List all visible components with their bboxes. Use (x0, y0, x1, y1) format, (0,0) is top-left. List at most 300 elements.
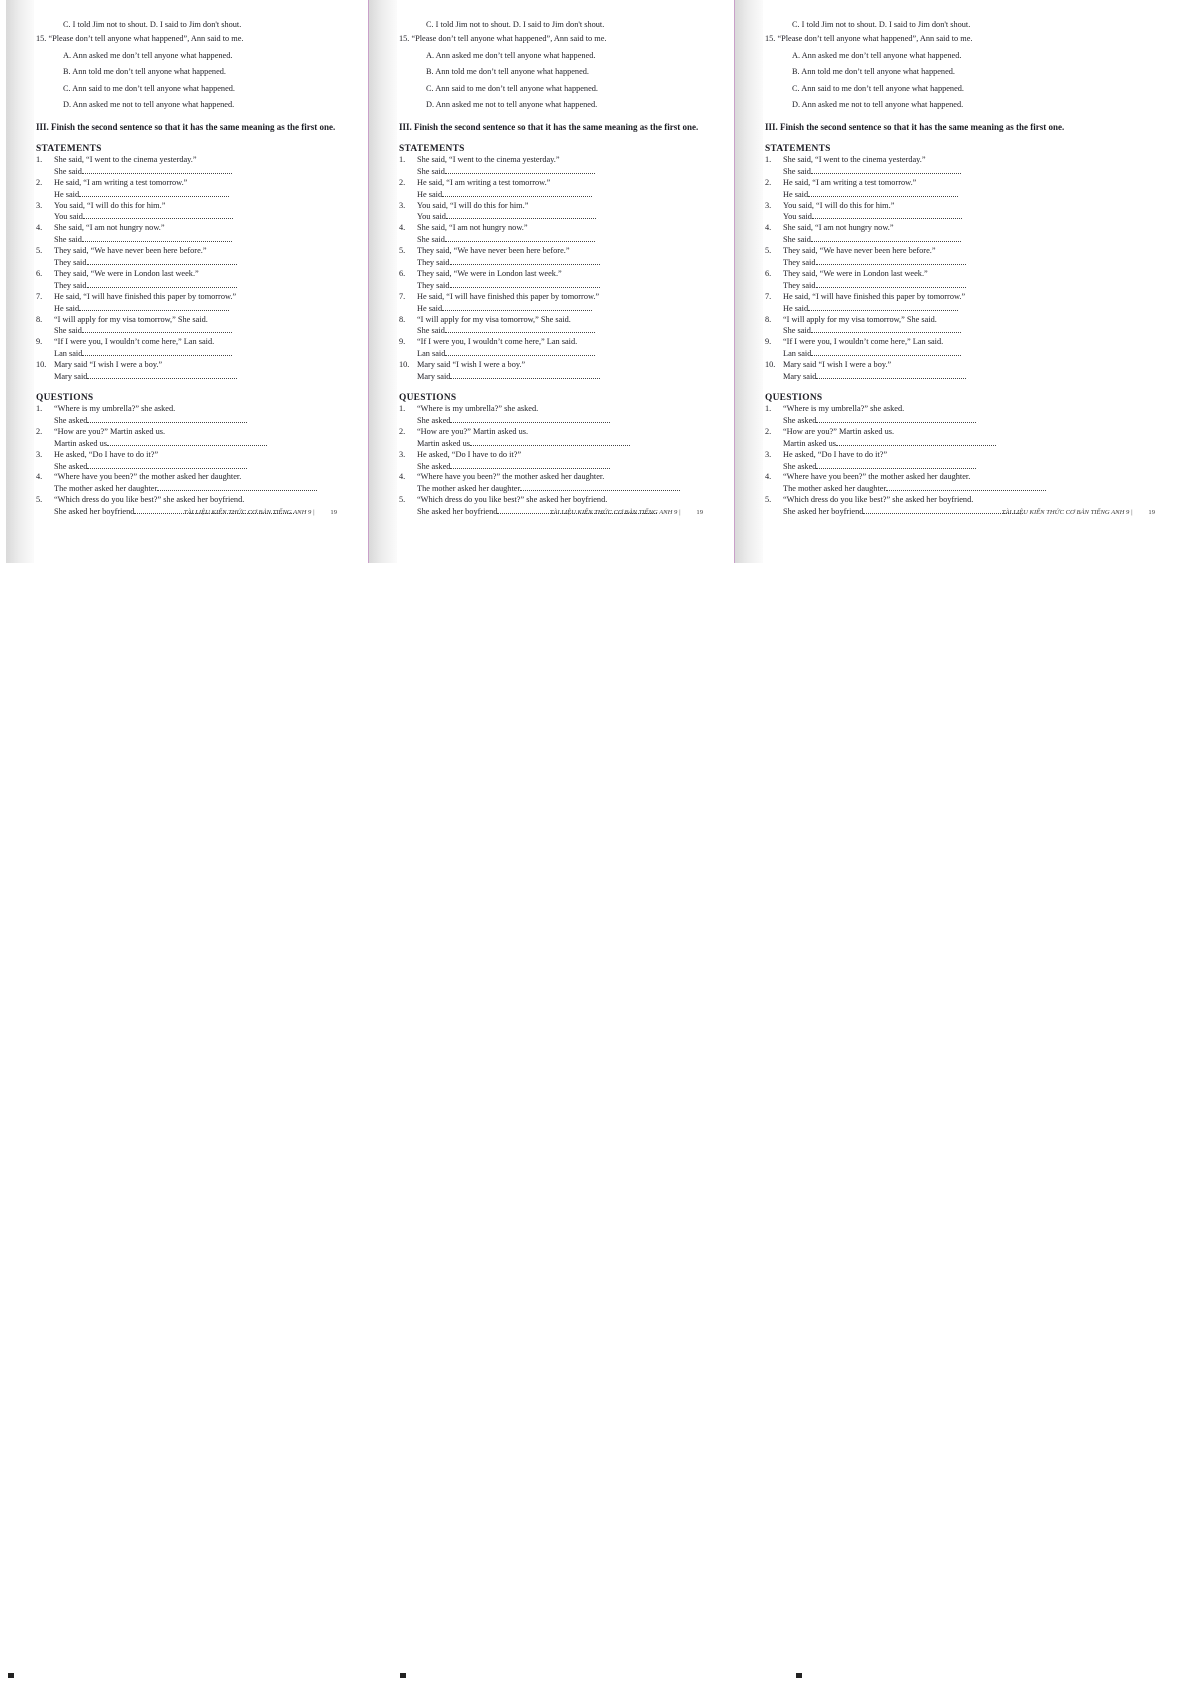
page-number: 19 (1148, 509, 1155, 516)
answer-line (36, 166, 361, 178)
statement-prompt (399, 292, 727, 303)
item-number: 1. (36, 154, 43, 164)
q15-stem: 15. “Please don’t tell anyone what happened”, Ann said to me. (399, 33, 607, 43)
statement-prompt (36, 315, 361, 326)
item-text: Mary said “I wish I were a boy.” (417, 360, 526, 370)
item-text: She said, “I am not hungry now.” (54, 223, 165, 233)
q15-option-b: B. Ann told me don’t tell anyone what happened. (792, 67, 955, 77)
answer-line (765, 234, 1179, 246)
answer-blank[interactable] (811, 348, 961, 356)
answer-lead: They said (54, 258, 87, 268)
answer-line (36, 415, 361, 427)
item-text: “Where is my umbrella?” she asked. (783, 404, 905, 413)
answer-lead: He said (783, 189, 809, 199)
q15-option-c: C. Ann said to me don’t tell anyone what happened. (792, 83, 964, 93)
section-3-title: III. Finish the second sentence so that it has the same meaning as the first one. (399, 121, 699, 132)
statement-prompt (399, 337, 727, 348)
answer-lead: She asked (54, 415, 88, 425)
answer-lead: She said (417, 166, 445, 176)
q15-option-b: B. Ann told me don’t tell anyone what happened. (63, 67, 226, 77)
answer-blank[interactable] (836, 438, 996, 446)
item-text: Mary said “I wish I were a boy.” (783, 360, 892, 370)
answer-blank[interactable] (470, 438, 630, 446)
section-3-title: III. Finish the second sentence so that it has the same meaning as the first one. (36, 121, 336, 132)
q14-options-cd: C. I told Jim not to shout. D. I said to Jim don't shout. (426, 20, 605, 29)
question-prompt (765, 472, 1179, 483)
question-prompt (399, 495, 727, 506)
item-text: “Which dress do you like best?” she asked her boyfriend. (417, 495, 608, 505)
item-text: “Where is my umbrella?” she asked. (54, 404, 176, 413)
question-prompt (765, 450, 1179, 461)
item-number: 7. (399, 291, 406, 301)
page-footer (184, 509, 337, 516)
answer-lead: She asked (417, 415, 451, 425)
item-text: “If I were you, I wouldn’t come here,” Lan said. (783, 337, 944, 347)
item-text: “Where have you been?” the mother asked her daughter. (783, 472, 971, 482)
answer-blank[interactable] (442, 303, 592, 311)
footer-title: TÀI LIỆU KIẾN THỨC CƠ BẢN TIẾNG ANH 9 | (183, 509, 315, 516)
item-number: 4. (765, 472, 772, 482)
item-number: 8. (399, 314, 406, 324)
answer-blank[interactable] (450, 461, 610, 469)
item-text: She said, “I went to the cinema yesterday.” (54, 154, 197, 164)
page-strip (0, 0, 1191, 563)
answer-blank[interactable] (808, 189, 958, 197)
answer-blank[interactable] (445, 348, 595, 356)
item-text: “Where is my umbrella?” she asked. (417, 404, 539, 413)
item-number: 1. (36, 404, 43, 413)
item-text: “I will apply for my visa tomorrow,” She said. (417, 314, 571, 324)
answer-lead: The mother asked her daughter (417, 484, 521, 494)
question-prompt (399, 450, 727, 461)
answer-lead: He said (417, 189, 443, 199)
answer-line (36, 211, 361, 223)
statement-prompt (36, 337, 361, 348)
answer-lead: She said (54, 235, 82, 245)
crop-mark (796, 1673, 802, 1678)
item-number: 5. (399, 495, 406, 505)
item-text: “Where have you been?” the mother asked her daughter. (417, 472, 605, 482)
item-text: “If I were you, I wouldn’t come here,” Lan said. (417, 337, 578, 347)
page-copy-1 (6, 0, 367, 563)
page-number: 19 (330, 509, 337, 516)
answer-line (36, 325, 361, 337)
item-number: 8. (36, 314, 43, 324)
statement-prompt (36, 155, 361, 166)
question-prompt (399, 472, 727, 483)
statement-prompt (399, 360, 727, 371)
question-prompt (36, 404, 361, 415)
item-number: 10. (36, 360, 47, 370)
statement-prompt (765, 337, 1179, 348)
item-text: She said, “I am not hungry now.” (783, 223, 894, 233)
statement-prompt (399, 269, 727, 280)
answer-blank[interactable] (816, 461, 976, 469)
item-number: 2. (36, 426, 43, 436)
answer-lead: Mary said (417, 372, 451, 382)
item-text: “If I were you, I wouldn’t come here,” Lan said. (54, 337, 215, 347)
answer-lead: He said (417, 303, 443, 313)
answer-blank[interactable] (82, 166, 232, 174)
answer-line (399, 234, 727, 246)
answer-line (399, 303, 727, 315)
statement-prompt (399, 178, 727, 189)
answer-blank[interactable] (87, 415, 247, 423)
statement-prompt (399, 155, 727, 166)
answer-lead: She said (783, 326, 811, 336)
answer-line (399, 280, 727, 292)
item-text: He said, “I am writing a test tomorrow.” (783, 177, 917, 187)
answer-line (399, 438, 727, 450)
answer-lead: They said (417, 258, 450, 268)
item-text: Mary said “I wish I were a boy.” (54, 360, 163, 370)
question-prompt (399, 404, 727, 415)
statement-prompt (399, 223, 727, 234)
item-text: “How are you?” Martin asked us. (417, 426, 529, 436)
statement-prompt (765, 269, 1179, 280)
item-number: 7. (36, 291, 43, 301)
item-text: He asked, “Do I have to do it?” (783, 449, 888, 459)
q15-option-b: B. Ann told me don’t tell anyone what happened. (426, 67, 589, 77)
answer-line (765, 483, 1179, 495)
answer-blank[interactable] (157, 483, 317, 491)
q15-option-c: C. Ann said to me don’t tell anyone what happened. (63, 83, 235, 93)
item-number: 5. (36, 495, 43, 505)
item-number: 4. (399, 472, 406, 482)
item-text: “I will apply for my visa tomorrow,” She said. (783, 314, 937, 324)
answer-blank[interactable] (886, 483, 1046, 491)
answer-line (765, 257, 1179, 269)
answer-blank[interactable] (816, 371, 966, 379)
q15-option-d: D. Ann asked me not to tell anyone what happened. (426, 100, 598, 110)
item-number: 2. (36, 177, 43, 187)
item-number: 3. (36, 449, 43, 459)
item-text: He said, “I will have finished this paper by tomorrow.” (417, 291, 600, 301)
item-number: 6. (36, 268, 43, 278)
statement-prompt (399, 246, 727, 257)
page-content (765, 20, 1179, 518)
answer-line (36, 461, 361, 473)
item-number: 5. (36, 246, 43, 256)
answer-lead: They said (417, 280, 450, 290)
statement-prompt (36, 246, 361, 257)
answer-line (399, 211, 727, 223)
answer-lead: He said (783, 303, 809, 313)
item-text: They said, “We have never been here before.” (783, 246, 936, 256)
q15-option-c: C. Ann said to me don’t tell anyone what happened. (426, 83, 598, 93)
questions-list (36, 404, 361, 518)
item-number: 7. (765, 291, 772, 301)
item-number: 3. (36, 200, 43, 210)
item-text: They said, “We have never been here before.” (54, 246, 207, 256)
statement-prompt (36, 292, 361, 303)
item-text: They said, “We were in London last week.” (54, 268, 199, 278)
answer-blank[interactable] (816, 415, 976, 423)
answer-lead: She said (417, 326, 445, 336)
item-number: 9. (765, 337, 772, 347)
question-prompt (36, 495, 361, 506)
page-footer (550, 509, 703, 516)
answer-line (765, 303, 1179, 315)
statements-list (399, 155, 727, 383)
statement-prompt (765, 315, 1179, 326)
answer-lead: Lan said (417, 349, 446, 359)
answer-lead: They said (783, 280, 816, 290)
item-number: 6. (399, 268, 406, 278)
answer-line (765, 189, 1179, 201)
answer-blank[interactable] (816, 257, 966, 265)
footer-title: TÀI LIỆU KIẾN THỨC CƠ BẢN TIẾNG ANH 9 | (1001, 509, 1133, 516)
answer-line (765, 438, 1179, 450)
answer-lead: She said (417, 235, 445, 245)
answer-line (399, 415, 727, 427)
answer-blank[interactable] (450, 257, 600, 265)
item-number: 3. (399, 200, 406, 210)
statement-prompt (765, 360, 1179, 371)
answer-line (399, 348, 727, 360)
answer-blank[interactable] (816, 280, 966, 288)
item-number: 5. (765, 495, 772, 505)
answer-lead: He said (54, 303, 80, 313)
item-text: She said, “I am not hungry now.” (417, 223, 528, 233)
item-text: He asked, “Do I have to do it?” (417, 449, 522, 459)
answer-lead: She asked her boyfriend (783, 507, 864, 517)
statement-prompt (765, 292, 1179, 303)
answer-line (765, 211, 1179, 223)
binding-shadow (6, 0, 34, 563)
item-number: 4. (36, 472, 43, 482)
answer-lead: You said (783, 212, 812, 222)
answer-blank[interactable] (87, 257, 237, 265)
answer-blank[interactable] (450, 371, 600, 379)
answer-lead: They said (54, 280, 87, 290)
item-number: 9. (399, 337, 406, 347)
answer-lead: Lan said (54, 349, 83, 359)
answer-line (36, 280, 361, 292)
page-footer (1002, 509, 1155, 516)
answer-line (399, 189, 727, 201)
item-number: 3. (399, 449, 406, 459)
page-copy-3 (735, 0, 1185, 563)
item-text: You said, “I will do this for him.” (783, 200, 895, 210)
statements-heading: STATEMENTS (36, 143, 102, 154)
q15-option-a: A. Ann asked me don’t tell anyone what happened. (63, 50, 233, 60)
answer-line (36, 348, 361, 360)
item-number: 1. (399, 404, 406, 413)
answer-lead: Martin asked us (417, 438, 470, 448)
questions-list (765, 404, 1179, 518)
question-prompt (36, 472, 361, 483)
answer-blank[interactable] (450, 280, 600, 288)
answer-line (36, 303, 361, 315)
statement-prompt (399, 315, 727, 326)
item-number: 10. (399, 360, 410, 370)
item-text: They said, “We were in London last week.” (417, 268, 562, 278)
answer-blank[interactable] (107, 438, 267, 446)
item-number: 3. (765, 200, 772, 210)
questions-heading: QUESTIONS (399, 393, 457, 403)
item-text: “How are you?” Martin asked us. (783, 426, 895, 436)
binding-shadow (735, 0, 763, 563)
item-number: 6. (765, 268, 772, 278)
answer-blank[interactable] (445, 325, 595, 333)
answer-blank[interactable] (87, 371, 237, 379)
item-text: He said, “I am writing a test tomorrow.” (417, 177, 551, 187)
answer-blank[interactable] (811, 234, 961, 242)
answer-blank[interactable] (520, 483, 680, 491)
answer-lead: Lan said (783, 349, 812, 359)
answer-line (36, 189, 361, 201)
item-number: 3. (765, 449, 772, 459)
statement-prompt (399, 201, 727, 212)
answer-lead: You said (54, 212, 83, 222)
answer-line (765, 461, 1179, 473)
item-number: 4. (765, 223, 772, 233)
q15-option-a: A. Ann asked me don’t tell anyone what happened. (426, 50, 596, 60)
questions-list (399, 404, 727, 518)
question-prompt (36, 450, 361, 461)
item-text: You said, “I will do this for him.” (54, 200, 166, 210)
question-prompt (765, 404, 1179, 415)
answer-blank[interactable] (812, 211, 962, 219)
answer-blank[interactable] (82, 234, 232, 242)
item-text: She said, “I went to the cinema yesterday.” (783, 154, 926, 164)
answer-line (765, 166, 1179, 178)
questions-heading: QUESTIONS (36, 393, 94, 403)
answer-lead: She asked her boyfriend (417, 507, 498, 517)
answer-blank[interactable] (82, 325, 232, 333)
answer-blank[interactable] (445, 234, 595, 242)
answer-line (765, 415, 1179, 427)
page-copy-2 (369, 0, 733, 563)
item-number: 8. (765, 314, 772, 324)
item-number: 2. (765, 177, 772, 187)
item-number: 10. (765, 360, 776, 370)
answer-blank[interactable] (442, 189, 592, 197)
q15-option-a: A. Ann asked me don’t tell anyone what happened. (792, 50, 962, 60)
answer-blank[interactable] (79, 303, 229, 311)
statement-prompt (36, 269, 361, 280)
q15-stem: 15. “Please don’t tell anyone what happened”, Ann said to me. (36, 33, 244, 43)
item-text: She said, “I went to the cinema yesterday.” (417, 154, 560, 164)
answer-blank[interactable] (811, 166, 961, 174)
binding-shadow (369, 0, 397, 563)
answer-line (399, 371, 727, 383)
answer-lead: You said (417, 212, 446, 222)
item-number: 1. (399, 154, 406, 164)
answer-lead: The mother asked her daughter (54, 484, 158, 494)
answer-line (399, 483, 727, 495)
answer-lead: She asked (783, 461, 817, 471)
statements-list (36, 155, 361, 383)
statement-prompt (36, 201, 361, 212)
answer-lead: She said (783, 235, 811, 245)
answer-line (765, 348, 1179, 360)
item-number: 2. (399, 177, 406, 187)
item-text: You said, “I will do this for him.” (417, 200, 529, 210)
crop-mark (400, 1673, 406, 1678)
answer-line (399, 325, 727, 337)
answer-blank[interactable] (83, 211, 233, 219)
answer-lead: The mother asked her daughter (783, 484, 887, 494)
item-text: He said, “I will have finished this paper by tomorrow.” (783, 291, 966, 301)
answer-blank[interactable] (863, 506, 1023, 514)
answer-lead: She said (54, 166, 82, 176)
q14-options-cd: C. I told Jim not to shout. D. I said to Jim don't shout. (792, 20, 971, 29)
page-content (36, 20, 361, 518)
answer-blank[interactable] (450, 415, 610, 423)
item-text: “Which dress do you like best?” she asked her boyfriend. (783, 495, 974, 505)
answer-line (36, 438, 361, 450)
answer-lead: Mary said (783, 372, 817, 382)
statements-heading: STATEMENTS (399, 143, 465, 154)
q15-option-d: D. Ann asked me not to tell anyone what happened. (63, 100, 235, 110)
item-text: He said, “I will have finished this paper by tomorrow.” (54, 291, 237, 301)
answer-blank[interactable] (446, 211, 596, 219)
question-prompt (399, 427, 727, 438)
answer-blank[interactable] (87, 280, 237, 288)
answer-lead: She asked (417, 461, 451, 471)
crop-mark (8, 1673, 14, 1678)
answer-lead: Martin asked us (54, 438, 107, 448)
item-text: “How are you?” Martin asked us. (54, 426, 166, 436)
statement-prompt (36, 223, 361, 234)
questions-heading: QUESTIONS (765, 393, 823, 403)
statement-prompt (36, 360, 361, 371)
item-number: 1. (765, 404, 772, 413)
question-prompt (765, 495, 1179, 506)
answer-blank[interactable] (808, 303, 958, 311)
question-prompt (36, 427, 361, 438)
item-text: They said, “We have never been here before.” (417, 246, 570, 256)
item-text: They said, “We were in London last week.” (783, 268, 928, 278)
answer-lead: Mary said (54, 372, 88, 382)
answer-blank[interactable] (87, 461, 247, 469)
answer-lead: They said (783, 258, 816, 268)
answer-line (399, 166, 727, 178)
section-3-title: III. Finish the second sentence so that it has the same meaning as the first one. (765, 121, 1065, 132)
answer-lead: She asked her boyfriend (54, 507, 135, 517)
answer-lead: She said (54, 326, 82, 336)
answer-blank[interactable] (82, 348, 232, 356)
answer-line (36, 234, 361, 246)
item-text: He said, “I am writing a test tomorrow.” (54, 177, 188, 187)
answer-lead: She asked (783, 415, 817, 425)
item-text: “Where have you been?” the mother asked her daughter. (54, 472, 242, 482)
answer-lead: She asked (54, 461, 88, 471)
page-number: 19 (696, 509, 703, 516)
statement-prompt (765, 155, 1179, 166)
item-number: 2. (399, 426, 406, 436)
q14-options-cd: C. I told Jim not to shout. D. I said to Jim don't shout. (63, 20, 242, 29)
answer-line (765, 280, 1179, 292)
item-number: 4. (399, 223, 406, 233)
answer-blank[interactable] (811, 325, 961, 333)
answer-lead: She said (783, 166, 811, 176)
answer-line (36, 257, 361, 269)
item-number: 5. (399, 246, 406, 256)
answer-lead: He said (54, 189, 80, 199)
answer-line (36, 371, 361, 383)
statements-heading: STATEMENTS (765, 143, 831, 154)
answer-line (399, 461, 727, 473)
answer-blank[interactable] (445, 166, 595, 174)
item-number: 9. (36, 337, 43, 347)
answer-line (399, 257, 727, 269)
answer-blank[interactable] (79, 189, 229, 197)
statement-prompt (765, 246, 1179, 257)
answer-line (765, 325, 1179, 337)
